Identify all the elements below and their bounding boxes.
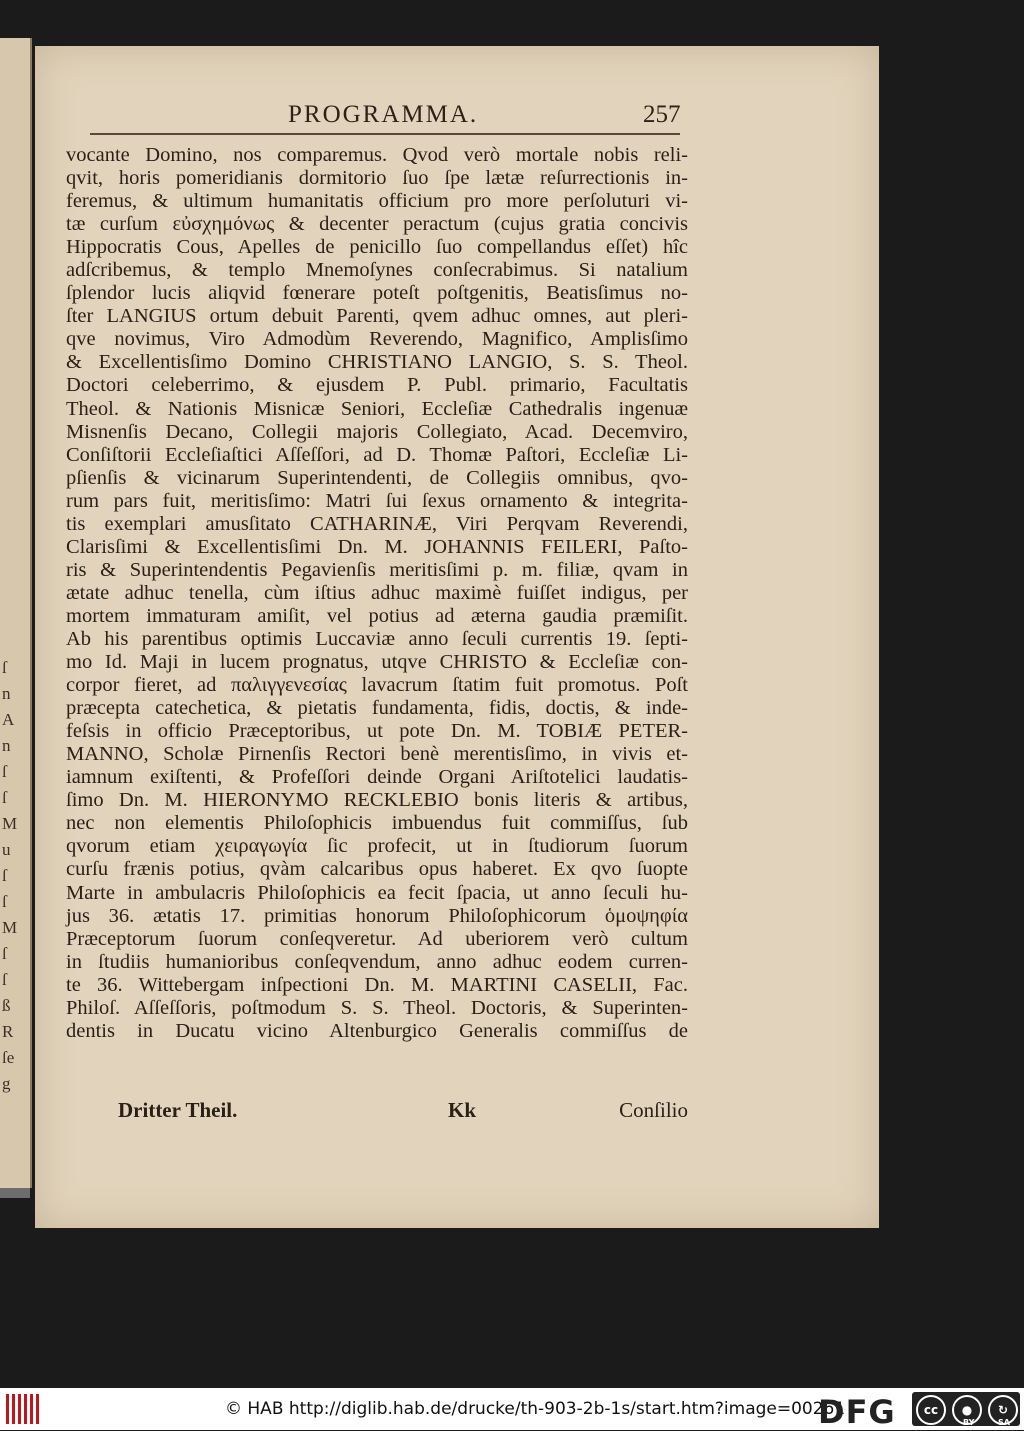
share-alike-icon: ↻: [988, 1395, 1018, 1425]
signature-mark: Kk: [448, 1098, 477, 1122]
text-line: & Excellentisſimo Domino CHRISTIANO LANGIO, S. S. Theol.: [66, 351, 688, 374]
facing-page-fragment: ſ: [2, 970, 7, 989]
text-line: te 36. Wittebergam inſpectioni Dn. M. MARTINI CASELII, Fac.: [66, 973, 688, 996]
facing-page-fragment: R: [2, 1022, 14, 1041]
text-line: ætate adhuc tenella, cùm iſtius adhuc maximè fuiſſet indigus, per: [66, 581, 688, 604]
text-line: tis exemplari amusſitato CATHARINÆ, Viri Perqvam Reverendi,: [66, 512, 688, 535]
text-line: MANNO, Scholæ Pirnenſis Rectori benè merentisſimo, in vivis et-: [66, 743, 688, 766]
head-rule: [90, 133, 680, 135]
facing-page-fragment: ſ: [2, 762, 7, 781]
text-line: ſimo Dn. M. HIERONYMO RECKLEBIO bonis literis & artibus,: [66, 789, 688, 812]
text-line: Doctori celeberrimo, & ejusdem P. Publ. primario, Facultatis: [66, 374, 688, 397]
text-line: iamnum exiſtenti, & Profeſſori deinde Organi Ariſtotelici laudatis-: [66, 766, 688, 789]
source-credit-link[interactable]: © HAB http://diglib.hab.de/drucke/th-903-2b-1s/start.htm?image=00261: [225, 1399, 846, 1419]
text-line: Philoſ. Aſſeſſoris, poſtmodum S. S. Theol. Doctoris, & Superinten-: [66, 996, 688, 1019]
text-line: Clarisſimi & Excellentisſimi Dn. M. JOHANNIS FEILERI, Paſto-: [66, 535, 688, 558]
text-line: ſter LANGIUS ortum debuit Parenti, qvem adhuc omnes, aut pleri-: [66, 305, 688, 328]
facing-page-fragment: ſ: [2, 892, 7, 911]
text-line: Theol. & Nationis Misnicæ Seniori, Eccleſiæ Cathedralis ingenuæ: [66, 397, 688, 420]
text-line: dentis in Ducatu vicino Altenburgico Generalis commiſſus de: [66, 1019, 688, 1042]
page-footer: [118, 1098, 688, 1128]
text-line: adſcribemus, & templo Mnemoſynes conſecrabimus. Si natalium: [66, 259, 688, 282]
cc-icon: cc: [916, 1395, 946, 1425]
sa-label: SA: [998, 1418, 1010, 1427]
facing-page-fragment: ſ: [2, 866, 7, 885]
text-line: vocante Domino, nos comparemus. Qvod verò mortale nobis reli-: [66, 144, 688, 166]
facing-page-fragment: M: [2, 814, 18, 833]
text-line: ſplendor lucis aliqvid fœnerare poteſt poſtgenitis, Beatisſimus no-: [66, 282, 688, 305]
text-line: tæ curſum εὐσχημόνως & decenter peractum (cujus gratia concivis: [66, 213, 688, 236]
running-head: PROGRAMMA.: [288, 101, 479, 128]
facing-page-fragment: g: [2, 1074, 11, 1093]
by-attribution-icon: ●: [952, 1395, 982, 1425]
text-line: in ſtudiis humanioribus conſeqvendum, anno adhuc eodem curren-: [66, 950, 688, 973]
library-logo-icon[interactable]: [6, 1394, 42, 1424]
facing-page-fragment: n: [2, 736, 11, 755]
facing-page-edge: [0, 38, 32, 1188]
text-line: corpor fieret, ad παλιγγενεσίας lavacrum ſtatim fuit promotus. Poſt: [66, 674, 688, 697]
facing-page-fragment: ſe: [2, 1048, 15, 1067]
text-line: qvorum etiam χειραγωγία ſic profecit, ut in ſtudiorum ſuorum: [66, 835, 688, 858]
dfg-logo-icon[interactable]: DFG: [818, 1393, 896, 1431]
text-line: Hippocratis Cous, Apelles de penicillo ſuo compellandus eſſet) hîc: [66, 236, 688, 259]
text-line: feſsis in officio Præceptoribus, ut pote Dn. M. TOBIÆ PETER-: [66, 720, 688, 743]
text-line: Marte in ambulacris Philoſophicis ea fecit ſpacia, ut anno ſeculi hu-: [66, 881, 688, 904]
text-line: præcepta catechetica, & pietatis fundamenta, fidis, doctis, & inde-: [66, 697, 688, 720]
facing-page-fragment: M: [2, 918, 18, 937]
facing-page-fragment: A: [2, 710, 15, 729]
text-line: qvit, horis pomeridianis dormitorio ſuo ſpe lætæ reſurrectionis in-: [66, 167, 688, 190]
text-line: Misnenſis Decano, Collegii majoris Collegiato, Acad. Decemviro,: [66, 420, 688, 443]
facing-page-fragment: ſ: [2, 658, 7, 677]
text-line: jus 36. ætatis 17. primitias honorum Philoſophicorum ὁμοψηφία: [66, 904, 688, 927]
by-label: BY: [963, 1418, 975, 1427]
facing-page-fragment: ſ: [2, 944, 7, 963]
text-line: Ab his parentibus optimis Luccaviæ anno ſeculi currentis 19. ſepti-: [66, 627, 688, 650]
text-line: feremus, & ultimum humanitatis officium pro more perſoluturi vi-: [66, 190, 688, 213]
text-line: mo Id. Maji in lucem prognatus, utqve CHRISTO & Eccleſiæ con-: [66, 651, 688, 674]
text-line: mortem immaturam amiſit, vel potius ad æterna gaudia præmiſit.: [66, 604, 688, 627]
volume-signature: Dritter Theil.: [118, 1098, 238, 1122]
facing-page-fragment: n: [2, 684, 11, 703]
book-page: [35, 46, 879, 1228]
facing-page-fragment: u: [2, 840, 11, 859]
catchword: Conſilio: [619, 1098, 688, 1122]
text-line: Præceptorum ſuorum conſeqveretur. Ad uberiorem verò cultum: [66, 927, 688, 950]
text-line: Conſiſtorii Eccleſiaſtici Aſſeſſori, ad D. Thomæ Paſtori, Eccleſiæ Li-: [66, 443, 688, 466]
text-line: pſienſis & vicinarum Superintendenti, de Collegiis omnibus, qvo-: [66, 466, 688, 489]
text-line: rum pars fuit, meritisſimo: Matri ſui ſexus ornamento & integrita-: [66, 489, 688, 512]
text-line: qve novimus, Viro Admodùm Reverendo, Magnifico, Amplisſimo: [66, 328, 688, 351]
facing-page-fragment: ſ: [2, 788, 7, 807]
text-line: curſu frænis potius, qvàm calcaribus opus haberet. Ex qvo ſuopte: [66, 858, 688, 881]
text-line: ris & Superintendentis Pegavienſis meritisſimi p. m. filiæ, qvam in: [66, 558, 688, 581]
facing-page-fragment: ß: [2, 996, 11, 1015]
scan-edge-bar: [0, 1188, 30, 1198]
text-line: nec non elementis Philoſophicis imbuendus fuit commiſſus, ſub: [66, 812, 688, 835]
page-number: 257: [643, 101, 681, 128]
body-text: [66, 144, 688, 1043]
